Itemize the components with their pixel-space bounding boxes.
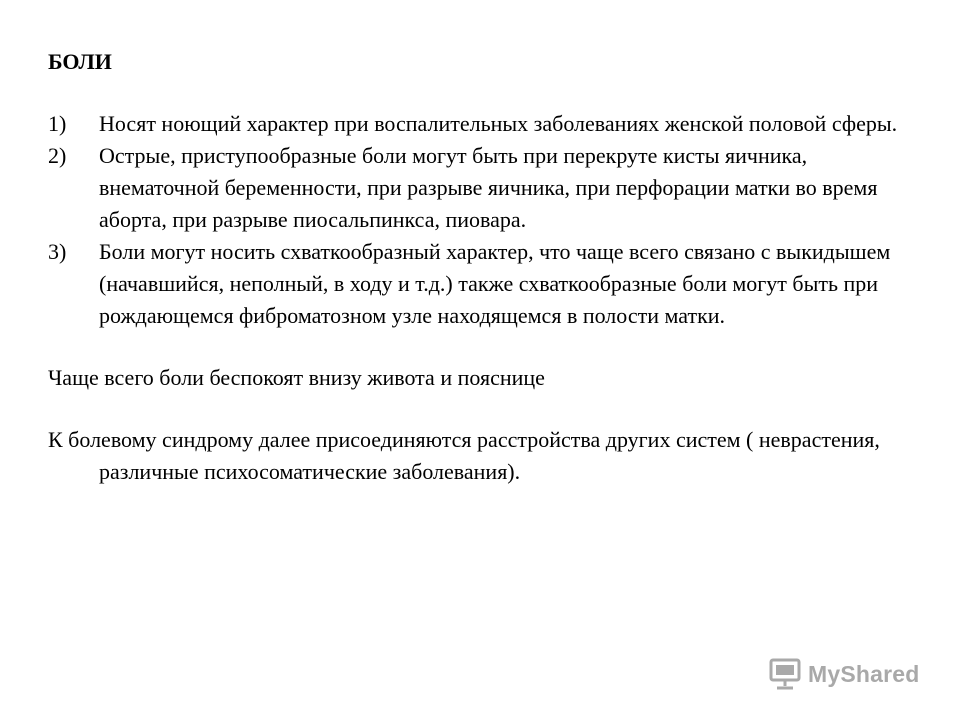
list-item bbox=[48, 236, 928, 332]
list-item-number: 1) bbox=[48, 111, 67, 136]
slide-title: БОЛИ bbox=[48, 49, 112, 74]
watermark-text: MyShared bbox=[808, 660, 920, 687]
list-item bbox=[48, 108, 928, 140]
presentation-board-icon bbox=[768, 657, 802, 691]
pain-syndrome-paragraph: К болевому синдрому далее присоединяются расстройства других систем ( неврастения, различные психосоматические заболевания). bbox=[48, 427, 880, 484]
pain-location-paragraph: Чаще всего боли беспокоят внизу живота и пояснице bbox=[48, 365, 545, 390]
spacer bbox=[48, 394, 928, 424]
spacer bbox=[48, 332, 928, 362]
list-item-number: 3) bbox=[48, 239, 67, 264]
myshared-watermark bbox=[768, 656, 928, 692]
list-item bbox=[48, 140, 928, 236]
list-item-text: Боли могут носить схваткообразный характер, что чаще всего связано с выкидышем (начавшийся, неполный, в ходу и т.д.) также схваткообразные боли могут быть при рождающемся фиброматозном узле находящемся в полости матки. bbox=[99, 239, 891, 328]
list-item-number: 2) bbox=[48, 143, 67, 168]
list-item-text: Носят ноющий характер при воспалительных заболеваниях женской половой сферы. bbox=[99, 111, 898, 136]
spacer bbox=[48, 78, 928, 108]
pain-list bbox=[48, 108, 928, 332]
slide-content bbox=[48, 46, 928, 488]
list-item-text: Острые, приступообразные боли могут быть при перекруте кисты яичника, внематочной беременности, при разрыве яичника, при перфорации матки во время аборта, при разрыве пиосальпинкса, пиовара. bbox=[99, 143, 878, 232]
